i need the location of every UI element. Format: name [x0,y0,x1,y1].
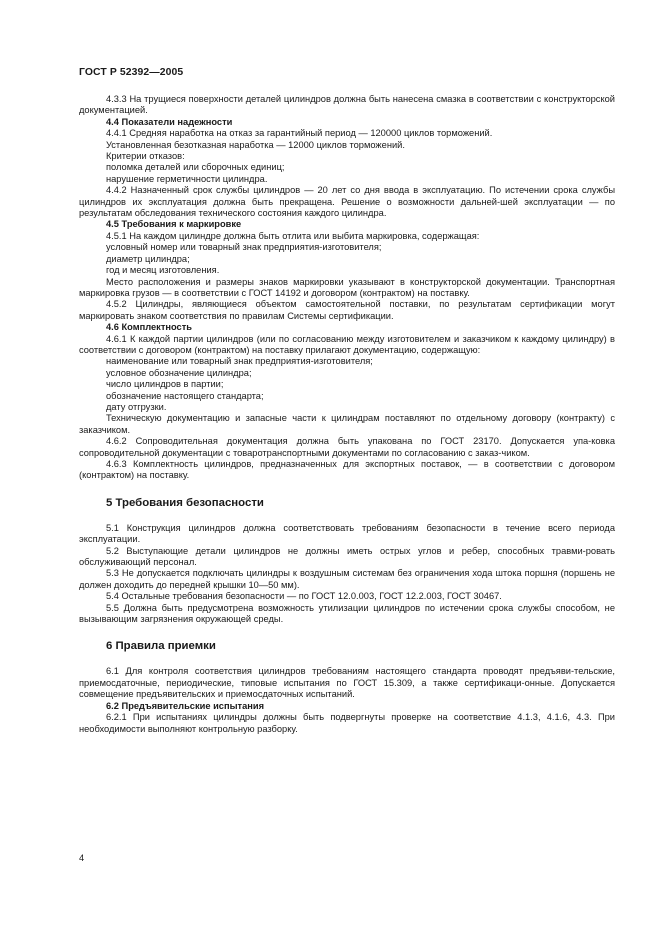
page-number: 4 [79,853,85,863]
list-item: нарушение герметичности цилиндра. [106,173,268,184]
criteria-title: Критерии отказов: [106,151,185,162]
list-item: условный номер или товарный знак предприятия-изготовителя; [106,242,382,253]
list-item: поломка деталей или сборочных единиц; [106,162,285,173]
section-heading-5: 5 Требования безопасности [106,496,264,509]
para-4-6-1-b: Техническую документацию и запасные части к цилиндрам поставляют по отдельному договору (контракту) с заказчиком. [79,413,615,435]
subheading-4-6: 4.6 Комплектность [106,322,193,333]
para-5-1: 5.1 Конструкция цилиндров должна соответствовать требованиям безопасности в течение всего периода эксплуатации. [79,522,615,545]
list-item: диаметр цилиндра; [106,253,190,264]
para-4-5-1-b: Место расположения и размеры знаков маркировки указывают в конструкторской документации. Транспортная маркировка грузов — в соответствии с ГОСТ 14192 и договором (контрактом) на поставку. [79,276,615,298]
para-4-6-3: 4.6.3 Комплектность цилиндров, предназначенных для экспортных поставок, — в соответствии с договором (контрактом) на поставку. [79,459,615,481]
subheading-4-4: 4.4 Показатели надежности [106,116,233,127]
para-6-1: 6.1 Для контроля соответствия цилиндров требованиям настоящего стандарта проводят предъяви-тельские, приемосдаточные, периодические, типовые испытания по ГОСТ 15.309, а также сертификаци-онные. Допускается совмещение предъявительских и приемосдаточных испытаний. [79,666,615,700]
para-4-6-1: 4.6.1 К каждой партии цилиндров (или по согласованию между изготовителем и заказчиком к каждому цилиндру) в соответствии с договором (контрактом) на поставку прилагают документацию, содержащую: [79,333,615,355]
subheading-4-5: 4.5 Требования к маркировке [106,219,242,230]
para-5-2: 5.2 Выступающие детали цилиндров не должны иметь острых углов и ребер, способных травми-ровать обслуживающий персонал. [79,545,615,568]
para-4-4-1: 4.4.1 Средняя наработка на отказ за гарантийный период — 120000 циклов торможений. [106,128,493,139]
page-content [79,94,615,735]
para-5-4: 5.4 Остальные требования безопасности — по ГОСТ 12.0.003, ГОСТ 12.2.003, ГОСТ 30467. [106,591,502,602]
para-6-2-1: 6.2.1 При испытаниях цилиндры должны быть подвергнуты проверке на соответствие 4.1.3, 4.1.6, 4.3. При необходимости выполняют контрольную разборку. [79,712,615,734]
list-item: обозначение настоящего стандарта; [106,390,264,401]
para-4-4-1-b: Установленная безотказная наработка — 12000 циклов торможений. [106,139,405,150]
list-item: наименование или товарный знак предприятия-изготовителя; [106,356,373,367]
list-item: число цилиндров в партии; [106,379,224,390]
para-4-4-2: 4.4.2 Назначенный срок службы цилиндров — 20 лет со дня ввода в эксплуатацию. По истечении срока службы цилиндров их эксплуатация должна быть прекращена. Решение о возможности дальней-шей эксплуатации — по результатам обследования технического состояния каждого цилиндра. [79,185,615,219]
para-4-6-2: 4.6.2 Сопроводительная документация должна быть упакована по ГОСТ 23170. Допускается упа-ковка сопроводительной документации с товаротранспортными документами по согласованию с заказ-чиком. [79,436,615,458]
subheading-6-2: 6.2 Предъявительские испытания [106,700,265,711]
list-item: условное обозначение цилиндра; [106,367,252,378]
list-item: дату отгрузки. [106,401,167,412]
para-5-5: 5.5 Должна быть предусмотрена возможность утилизации цилиндров по истечении срока службы способом, не вызывающим загрязнения окружающей среды. [79,602,615,625]
list-item: год и месяц изготовления. [106,265,220,276]
section-heading-6: 6 Правила приемки [106,640,216,653]
standard-header: ГОСТ Р 52392—2005 [79,67,184,78]
para-4-3-3: 4.3.3 На трущиеся поверхности деталей цилиндров должна быть нанесена смазка в соответствии с конструкторской документацией. [79,94,615,116]
para-5-3: 5.3 Не допускается подключать цилиндры к воздушным системам без ограничения хода штока поршня (поршень не должен доходить до передней крышки 10—50 мм). [79,568,615,590]
para-4-5-1: 4.5.1 На каждом цилиндре должна быть отлита или выбита маркировка, содержащая: [106,230,480,241]
para-4-5-2: 4.5.2 Цилиндры, являющиеся объектом самостоятельной поставки, по результатам сертификации могут маркировать знаком соответствия по правилам Системы сертификации. [79,299,615,321]
